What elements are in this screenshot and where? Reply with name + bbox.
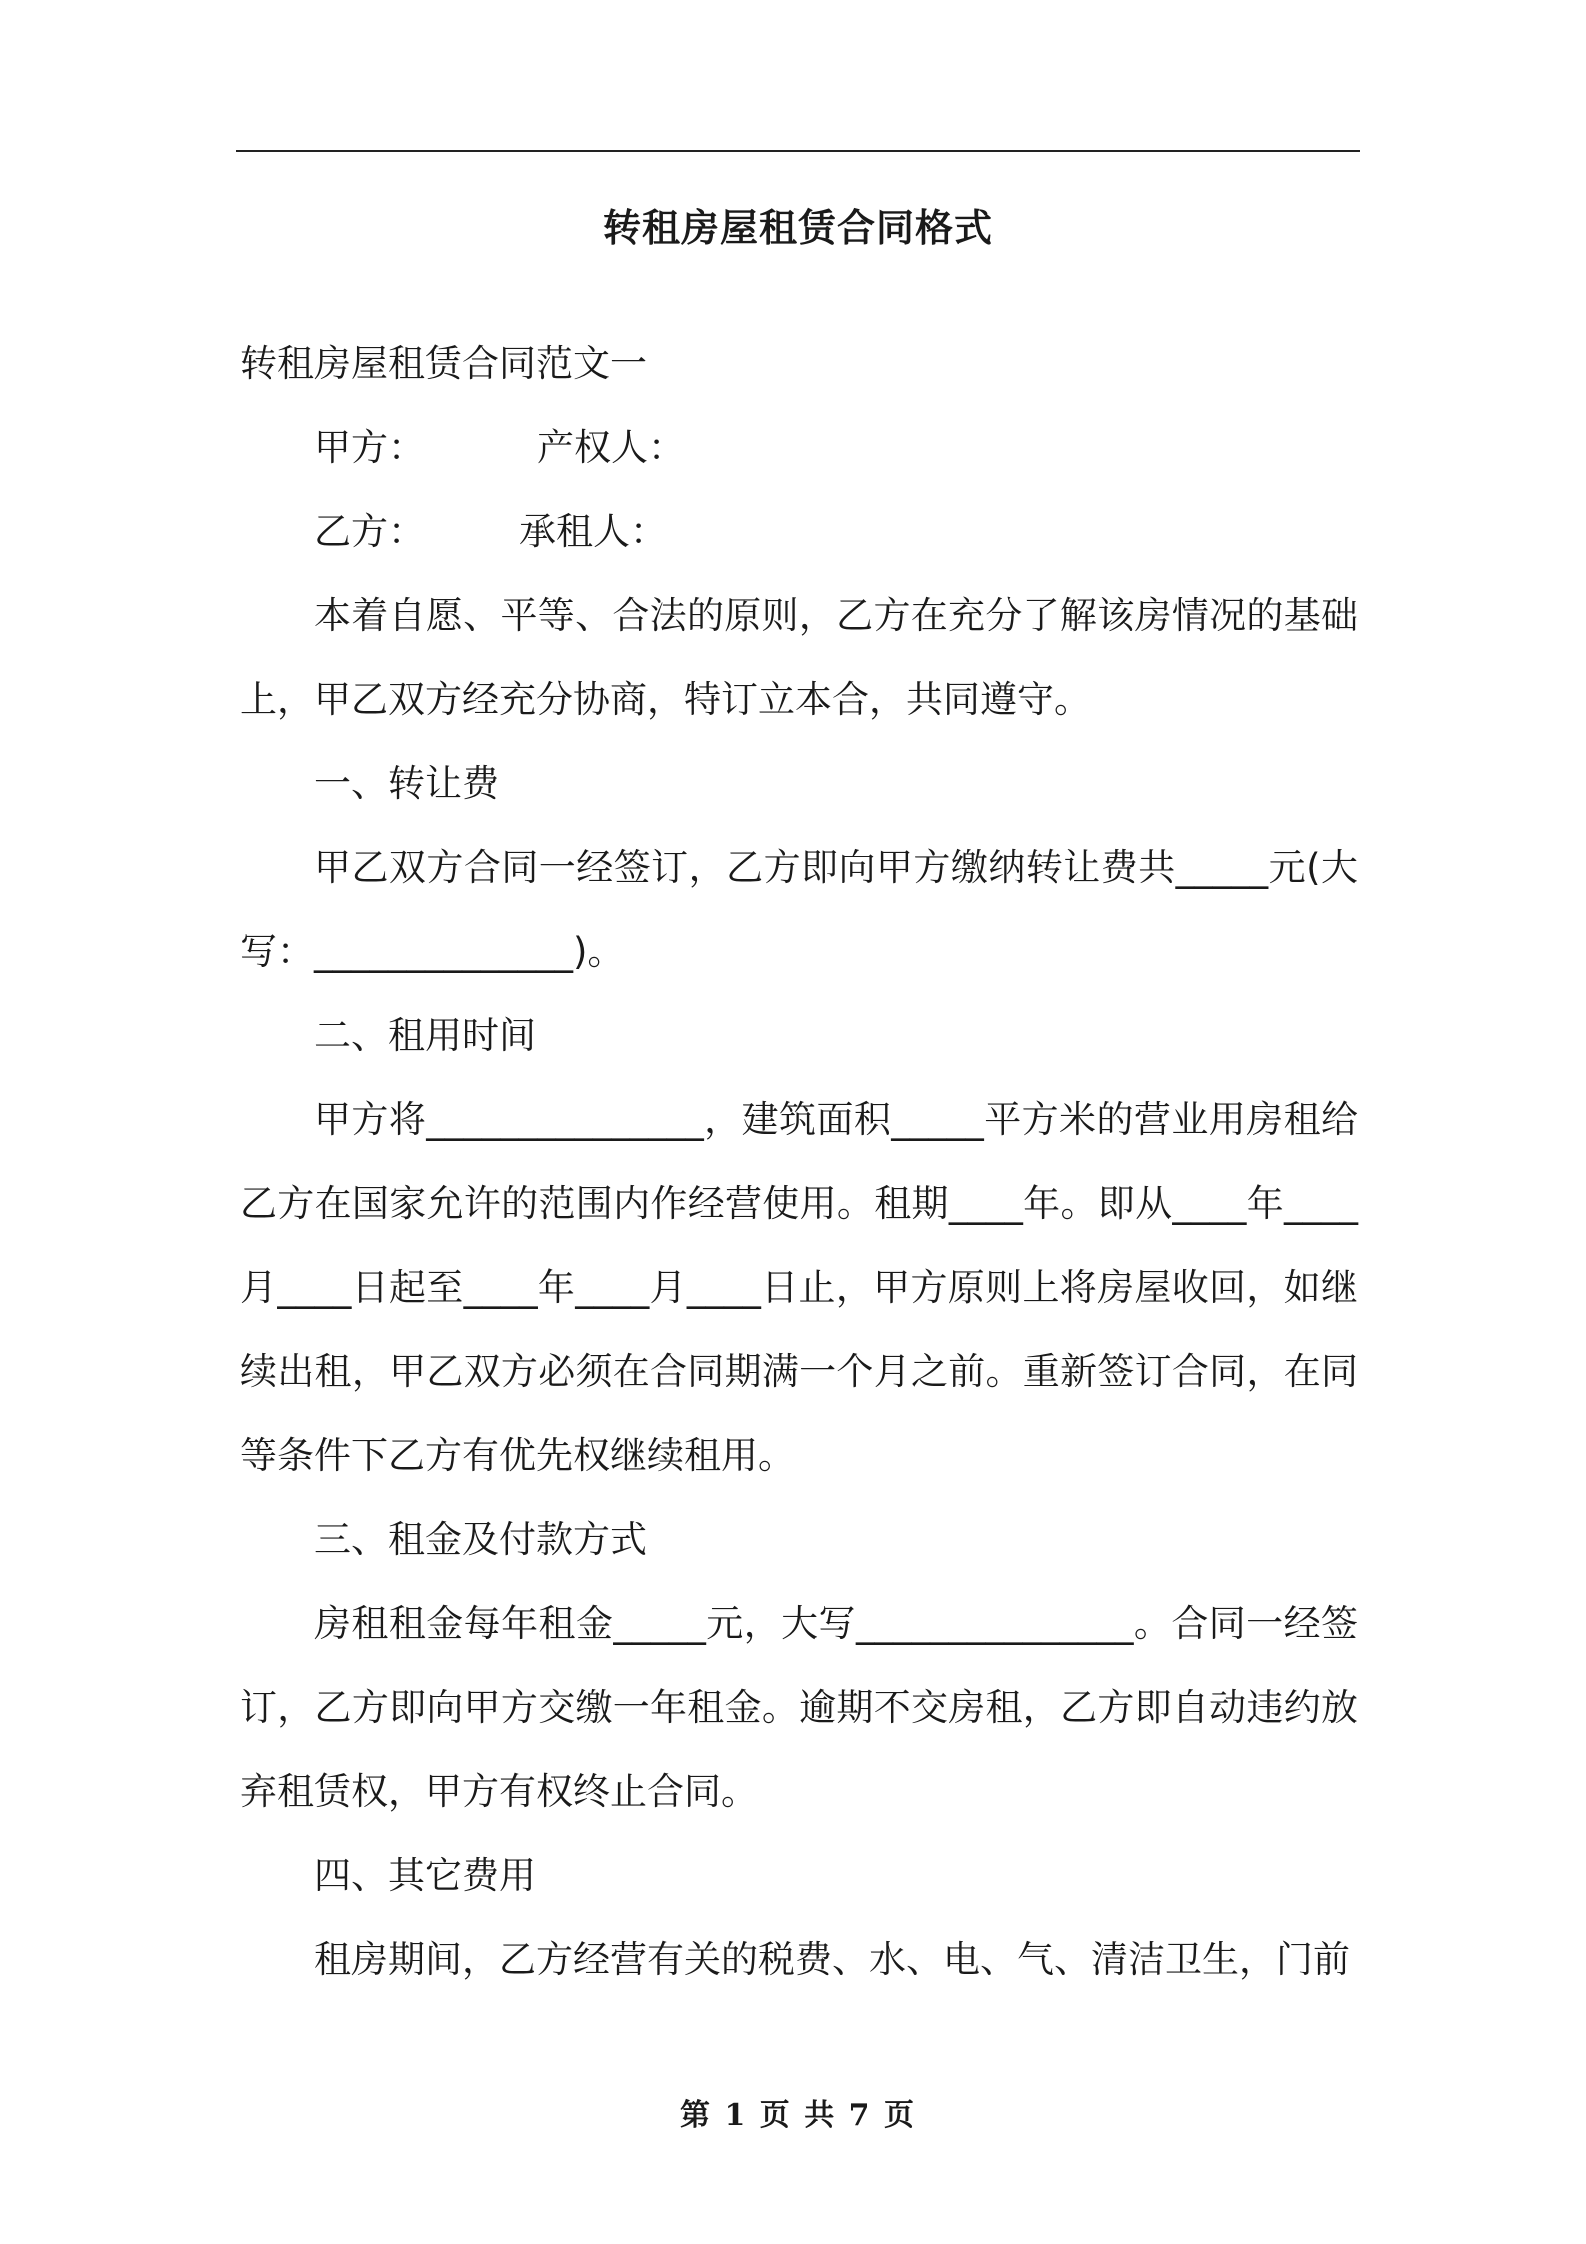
- section-heading: 二、租用时间: [314, 1014, 536, 1057]
- section-heading: 一、转让费: [314, 762, 499, 805]
- section-body: 甲方将_______________，建筑面积_____平方米的营业用房租给乙方在国家允许的范围内作经营使用。租期____年。即从____年____月____日起至____年____月____日止，甲方原则上将房屋收回，如继续出租，甲乙双方必须在合同期满一个月之前。重新签订合同，在同等条件下乙方有优先权继续租用。: [240, 1098, 1358, 1477]
- party-a-role: 产权人：: [537, 426, 685, 469]
- party-b-line: [240, 490, 1358, 574]
- page-number: 第 1 页 共 7 页: [680, 2098, 916, 2133]
- party-a-label: 甲方：: [314, 426, 425, 469]
- section-body: 房租租金每年租金_____元，大写_______________。合同一经签订，乙方即向甲方交缴一年租金。逾期不交房租，乙方即自动违约放弃租赁权，甲方有权终止合同。: [240, 1602, 1358, 1813]
- document-title: 转租房屋租赁合同格式: [602, 206, 993, 250]
- section-body: 租房期间，乙方经营有关的税费、水、电、气、清洁卫生，门前: [314, 1938, 1350, 1981]
- intro-paragraph: 本着自愿、平等、合法的原则，乙方在充分了解该房情况的基础上，甲乙双方经充分协商，特订立本合，共同遵守。: [240, 594, 1358, 721]
- section-body: 甲乙双方合同一经签订，乙方即向甲方缴纳转让费共_____元(大写：______________)。: [240, 846, 1358, 973]
- header-rule: [236, 150, 1360, 152]
- document-subtitle: 转租房屋租赁合同范文一: [240, 342, 647, 385]
- party-b-role: 承租人：: [519, 510, 667, 553]
- party-b-label: 乙方：: [314, 510, 425, 553]
- section-heading: 三、租金及付款方式: [314, 1518, 647, 1561]
- party-a-line: [240, 406, 1358, 490]
- document-body: [240, 322, 1358, 2002]
- section-heading: 四、其它费用: [314, 1854, 536, 1897]
